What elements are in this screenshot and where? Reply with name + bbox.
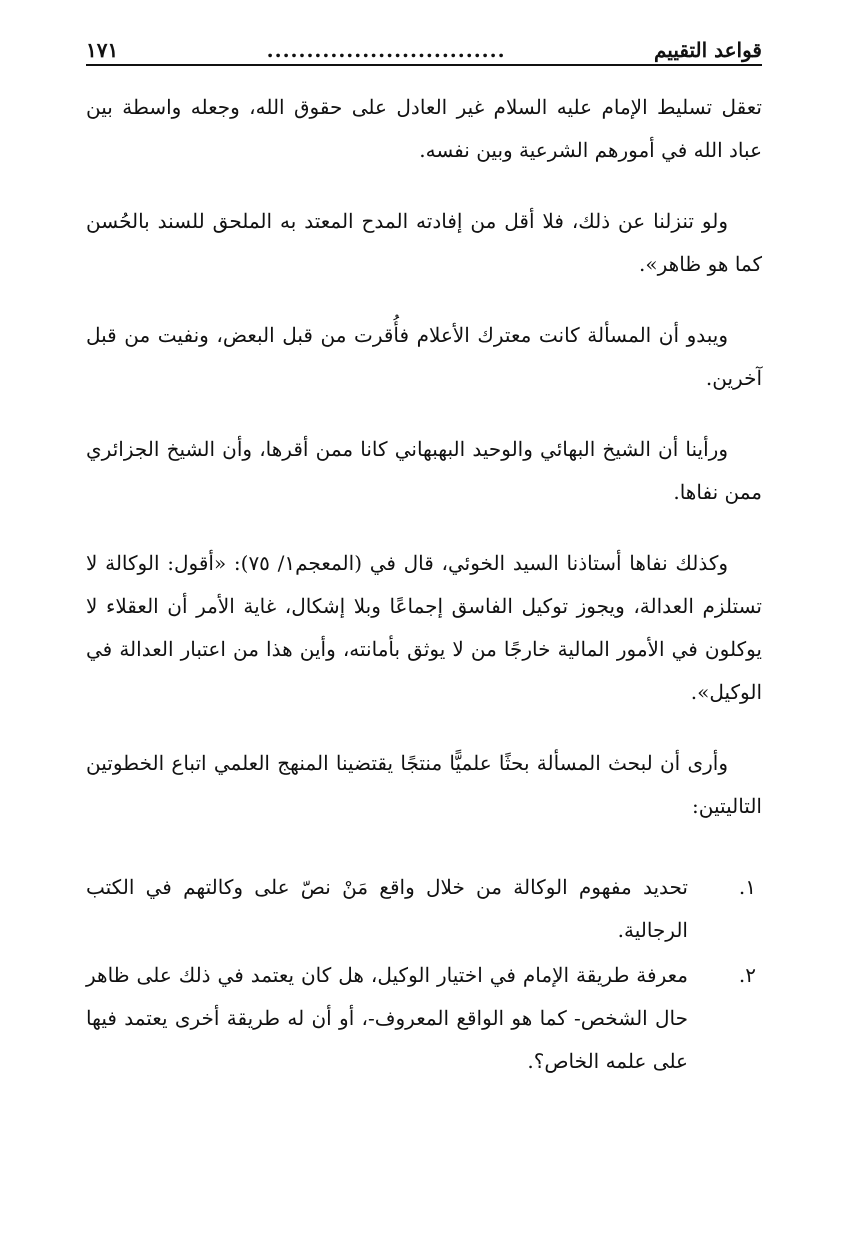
step-text: تحديد مفهوم الوكالة من خلال واقع مَنْ نصّ على وكالتهم في الكتب الرجالية. bbox=[86, 875, 688, 942]
page-number: ١٧١ bbox=[86, 38, 119, 62]
running-header bbox=[86, 30, 762, 66]
paragraph-5: وكذلك نفاها أستاذنا السيد الخوئي، قال في (المعجم١/ ٧٥): «أقول: الوكالة لا تستلزم العدالة، ويجوز توكيل الفاسق إجماعًا وبلا إشكال، غاية الأمر أن العقلاء لا يوكلون في الأمور المالية خارجًا من لا يوثق بأمانته، وأين هذا من اعتبار العدالة في الوكيل». bbox=[86, 551, 762, 704]
step-text: معرفة طريقة الإمام في اختيار الوكيل، هل كان يعتمد في ذلك على ظاهر حال الشخص- كما هو الواقع المعروف-، أو أن له طريقة أخرى يعتمد فيها على علمه الخاص؟. bbox=[86, 963, 688, 1073]
step-number: ١. bbox=[738, 875, 756, 899]
list-item bbox=[86, 954, 762, 1083]
running-header-leader-dots: .............................. bbox=[266, 40, 506, 60]
paragraph-4: ورأينا أن الشيخ البهائي والوحيد البهبهاني كانا ممن أقرها، وأن الشيخ الجزائري ممن نفاها. bbox=[86, 437, 762, 504]
paragraph-6: وأرى أن لبحث المسألة بحثًا علميًّا منتجًا يقتضينا المنهج العلمي اتباع الخطوتين التاليتين: bbox=[86, 751, 762, 818]
steps-list bbox=[86, 866, 762, 1083]
running-title: قواعد التقييم bbox=[653, 38, 762, 62]
paragraph-2: ولو تنزلنا عن ذلك، فلا أقل من إفادته المدح المعتد به الملحق للسند بالحُسن كما هو ظاهر». bbox=[86, 209, 762, 276]
list-item bbox=[86, 866, 762, 952]
step-number: ٢. bbox=[738, 963, 756, 987]
paragraph-3: ويبدو أن المسألة كانت معترك الأعلام فأُقرت من قبل البعض، ونفيت من قبل آخرين. bbox=[86, 323, 762, 390]
book-page bbox=[86, 30, 762, 1085]
paragraph-1: تعقل تسليط الإمام عليه السلام غير العادل على حقوق الله، وجعله واسطة بين عباد الله في أمورهم الشرعية وبين نفسه. bbox=[86, 95, 762, 162]
